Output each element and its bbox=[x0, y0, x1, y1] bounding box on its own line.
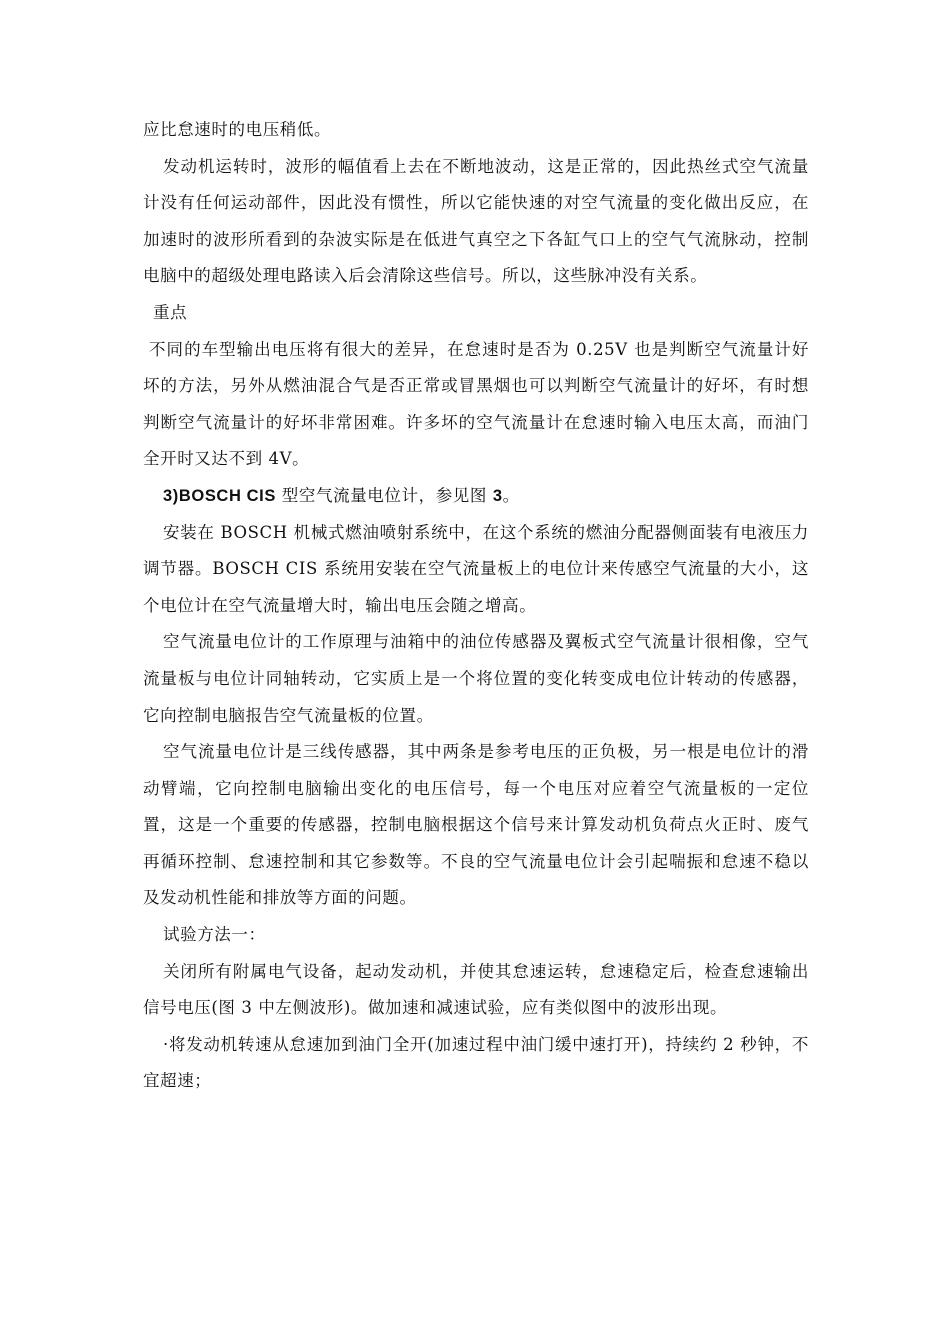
document-page bbox=[143, 112, 809, 1100]
paragraph-acceleration-step: ·将发动机转速从怠速加到油门全开(加速过程中油门缓中速打开)，持续约 2 秒钟，不宜超速； bbox=[143, 1034, 809, 1091]
paragraph-key-point-text: 不同的车型输出电压将有很大的差异，在怠速时是否为 0.25V 也是判断空气流量计好坏的方法，另外从燃油混合气是否正常或冒黑烟也可以判断空气流量计的好坏，有时想判断空气流量计的好坏非常困难。许多坏的空气流量计在怠速时输入电压太高，而油门全开时又达不到 4V。 bbox=[143, 339, 809, 469]
paragraph-idle-voltage: 应比怠速时的电压稍低。 bbox=[143, 120, 332, 139]
heading-bold-part: 3)BOSCH CIS bbox=[163, 486, 276, 505]
paragraph-test-method-label: 试验方法一： bbox=[163, 925, 266, 945]
heading-figure-number: 3 bbox=[492, 486, 503, 505]
heading-normal-part: 型空气流量电位计，参见图 bbox=[275, 485, 493, 505]
heading-end: 。 bbox=[502, 485, 520, 505]
section-heading-bosch-cis bbox=[143, 478, 809, 515]
paragraph-key-point-label: 重点 bbox=[153, 302, 188, 322]
paragraph-waveform-fluctuation: 发动机运转时，波形的幅值看上去在不断地波动，这是正常的，因此热丝式空气流量计没有任何运动部件，因此没有惯性，所以它能快速的对空气流量的变化做出反应，在加速时的波形所看到的杂波实际是在低进气真空之下各缸气口上的空气气流脉动，控制电脑中的超级处理电路读入后会清除这些信号。所以，这些脉冲没有关系。 bbox=[143, 156, 809, 286]
paragraph-working-principle: 空气流量电位计的工作原理与油箱中的油位传感器及翼板式空气流量计很相像，空气流量板与电位计同轴转动，它实质上是一个将位置的变化转变成电位计转动的传感器，它向控制电脑报告空气流量板的位置。 bbox=[143, 632, 809, 725]
paragraph-three-wire-sensor: 空气流量电位计是三线传感器，其中两条是参考电压的正负极，另一根是电位计的滑动臂端，它向控制电脑输出变化的电压信号，每一个电压对应着空气流量板的一定位置，这是一个重要的传感器，控制电脑根据这个信号来计算发动机负荷点火正时、废气再循环控制、怠速控制和其它参数等。不良的空气流量电位计会引起喘振和怠速不稳以及发动机性能和排放等方面的问题。 bbox=[143, 742, 809, 908]
paragraph-test-procedure: 关闭所有附属电气设备，起动发动机，并使其怠速运转，怠速稳定后，检查怠速输出信号电压(图 3 中左侧波形)。做加速和减速试验，应有类似图中的波形出现。 bbox=[143, 961, 809, 1018]
paragraph-installation: 安装在 BOSCH 机械式燃油喷射系统中，在这个系统的燃油分配器侧面装有电液压力调节器。BOSCH CIS 系统用安装在空气流量板上的电位计来传感空气流量的大小，这个电位计在空气流量增大时，输出电压会随之增高。 bbox=[143, 522, 809, 615]
